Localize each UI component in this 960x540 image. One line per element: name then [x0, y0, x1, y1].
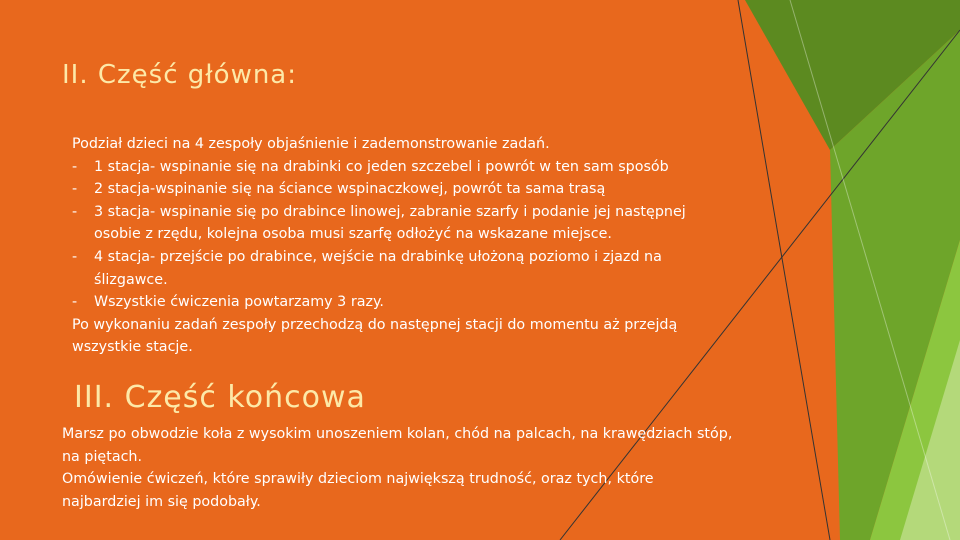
list-item [72, 201, 686, 224]
list-item [72, 291, 686, 314]
bullet-marker: - [72, 294, 78, 311]
bullet-marker: - [72, 203, 78, 220]
station-text: 2 stacja-wspinanie się na ściance wspinaczkowej, powrót ta sama trasą [94, 181, 606, 198]
section-end-body [62, 423, 732, 513]
paragraph-line: Omówienie ćwiczeń, które sprawiły dzieciom największą trudność, oraz tych, które [62, 471, 654, 488]
station-text: 1 stacja- wspinanie się na drabinki co jeden szczebel i powrót w ten sam sposób [94, 158, 669, 175]
closing-line: wszystkie stacje. [72, 339, 193, 356]
station-text-continued: osobie z rzędu, kolejna osoba musi szarfę odłożyć na wskazane miejsce. [94, 226, 612, 243]
section-main-body [72, 133, 686, 359]
station-text: 4 stacja- przejście po drabince, wejście na drabinkę ułożoną poziomo i zjazd na [94, 248, 662, 265]
station-text-continued: ślizgawce. [94, 271, 168, 288]
list-item [72, 156, 686, 179]
station-text: 3 stacja- wspinanie się po drabince linowej, zabranie szarfy i podanie jej następnej [94, 203, 686, 220]
list-item [72, 178, 686, 201]
station-text: Wszystkie ćwiczenia powtarzamy 3 razy. [94, 294, 384, 311]
bullet-marker: - [72, 248, 78, 265]
paragraph-line: najbardziej im się podobały. [62, 493, 261, 510]
bullet-marker: - [72, 181, 78, 198]
list-item [72, 246, 686, 269]
section-end-title: III. Część końcowa [74, 380, 366, 415]
closing-line: Po wykonaniu zadań zespoły przechodzą do następnej stacji do momentu aż przejdą [72, 316, 678, 333]
paragraph-line: na piętach. [62, 448, 143, 465]
bullet-marker: - [72, 158, 78, 175]
section-main-title: II. Część główna: [62, 60, 298, 90]
intro-line: Podział dzieci na 4 zespoły objaśnienie i zademonstrowanie zadań. [72, 136, 550, 152]
paragraph-line: Marsz po obwodzie koła z wysokim unoszeniem kolan, chód na palcach, na krawędziach stóp, [62, 426, 733, 442]
